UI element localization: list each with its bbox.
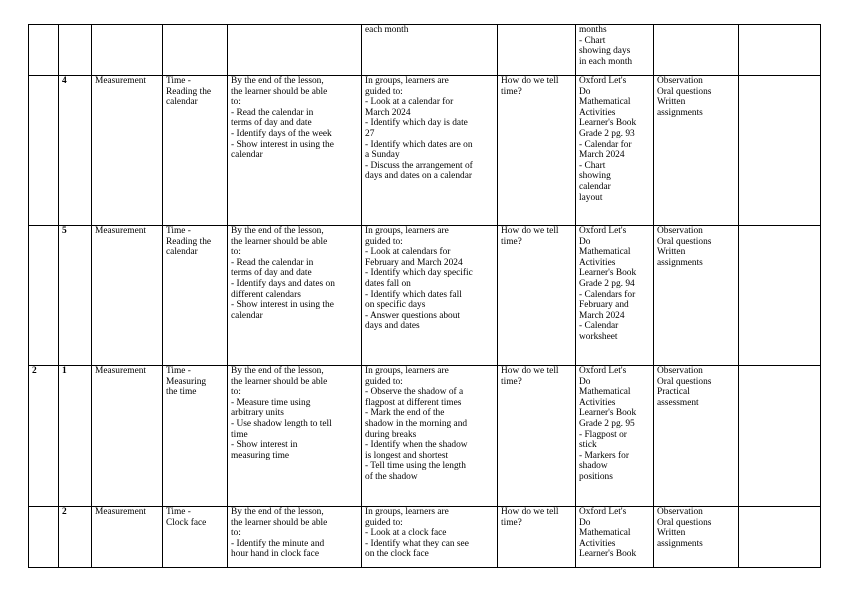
cell-text-line: - Mark the end of the (365, 408, 445, 419)
learning-outcomes-cell (228, 366, 362, 507)
learning-resources-cell (576, 226, 654, 366)
strand-cell (92, 226, 163, 366)
cell-text-line: Reading the (166, 86, 212, 97)
cell-text: 4 (62, 76, 67, 86)
cell-text-line: Time - (166, 226, 191, 236)
cell-text-line: Learner's Book (579, 549, 637, 560)
cell-text: Measurement (95, 507, 147, 517)
learning-outcomes-cell (228, 25, 362, 76)
strand-cell (92, 507, 163, 568)
learning-experiences-cell (362, 226, 498, 366)
cell-text-line: By the end of the lesson, (231, 507, 324, 517)
cell-text-line: How do we tell (501, 76, 559, 86)
cell-text-line: February and (579, 300, 629, 311)
cell-text: Measurement (95, 366, 147, 376)
cell-text-line: Oral questions (657, 236, 712, 247)
cell-text-line: - Tell time using the length (365, 461, 466, 472)
key-inquiry-cell (498, 76, 576, 226)
table-row (29, 366, 821, 507)
cell-text-line: to: (231, 247, 241, 258)
cell-text-line: - Identify what they can see (365, 538, 469, 549)
cell-text-line: Learner's Book (579, 118, 637, 129)
assessment-cell (654, 366, 739, 507)
cell-text-line: March 2024 (579, 150, 625, 161)
table-row (29, 76, 821, 226)
strand-cell (92, 366, 163, 507)
table-body (29, 25, 821, 568)
cell-text-line: Learner's Book (579, 268, 637, 279)
week-cell (29, 507, 59, 568)
cell-text-line: arbitrary units (231, 408, 284, 419)
cell-text-line: Grade 2 pg. 95 (579, 418, 635, 429)
cell-text-line: Observation (657, 366, 703, 376)
cell-text-line: Mathematical (579, 387, 631, 398)
cell-text-line: In groups, learners are (365, 366, 449, 376)
cell-text-line: calendar (166, 97, 198, 108)
key-inquiry-cell (498, 25, 576, 76)
cell-text-line: - Look at a clock face (365, 528, 447, 539)
key-inquiry-cell (498, 366, 576, 507)
cell-text-line: Learner's Book (579, 408, 637, 419)
cell-text-line: Observation (657, 226, 703, 236)
cell-text-line: Written (657, 528, 686, 539)
cell-text-line: - Identify when the shadow (365, 440, 468, 451)
cell-text-line: - Discuss the arrangement of (365, 160, 473, 171)
week-cell (29, 226, 59, 366)
cell-text-line: - Identify which dates are on (365, 139, 473, 150)
reflection-cell (739, 226, 821, 366)
cell-text-line: layout (579, 192, 603, 203)
cell-text-line: - Calendars for (579, 289, 636, 300)
learning-resources-cell (576, 366, 654, 507)
cell-text-line: Oxford Let's (579, 226, 627, 236)
cell-text-line: different calendars (231, 289, 301, 300)
cell-text-line: time? (501, 236, 522, 247)
learning-experiences-cell (362, 507, 498, 568)
cell-text-line: - Calendar (579, 321, 619, 332)
week-cell (29, 76, 59, 226)
cell-text: 5 (62, 226, 67, 236)
cell-text-line: stick (579, 440, 597, 451)
lesson-cell (59, 507, 92, 568)
cell-text-line: to: (231, 528, 241, 539)
week-cell (29, 366, 59, 507)
cell-text-line: Do (579, 517, 591, 528)
cell-text-line: - Identify days of the week (231, 128, 332, 139)
cell-text-line: - Answer questions about (365, 310, 461, 321)
cell-text-line: 27 (365, 128, 375, 139)
cell-text-line: dates fall on (365, 278, 411, 289)
cell-text-line: In groups, learners are (365, 226, 449, 236)
cell-text-line: Observation (657, 507, 703, 517)
cell-text-line: calendar (166, 247, 198, 258)
cell-text-line: positions (579, 471, 613, 482)
learning-resources-cell (576, 76, 654, 226)
table-row (29, 507, 821, 568)
cell-text-line: February and March 2024 (365, 257, 463, 268)
cell-text-line: during breaks (365, 429, 417, 440)
cell-text-line: time? (501, 86, 522, 97)
cell-text-line: the time (166, 387, 197, 398)
cell-text-line: Written (657, 97, 686, 108)
cell-text-line: Mathematical (579, 247, 631, 258)
cell-text-line: - Observe the shadow of a (365, 387, 464, 398)
cell-text-line: each month (365, 25, 409, 35)
cell-text-line: - Look at calendars for (365, 247, 451, 258)
cell-text-line: Mathematical (579, 97, 631, 108)
cell-text-line: How do we tell (501, 507, 559, 517)
sub-strand-cell (163, 507, 228, 568)
cell-text-line: March 2024 (365, 107, 411, 118)
key-inquiry-cell (498, 507, 576, 568)
cell-text-line: - Flagpost or (579, 429, 627, 440)
cell-text-line: Grade 2 pg. 93 (579, 128, 635, 139)
cell-text-line: March 2024 (579, 310, 625, 321)
cell-text-line: Clock face (166, 517, 207, 528)
cell-text-line: terms of day and date (231, 268, 312, 279)
sub-strand-cell (163, 366, 228, 507)
cell-text-line: the learner should be able (231, 376, 328, 387)
cell-text-line: Written (657, 247, 686, 258)
cell-text-line: - Read the calendar in (231, 107, 314, 118)
cell-text-line: on the clock face (365, 549, 429, 560)
cell-text-line: Mathematical (579, 528, 631, 539)
assessment-cell (654, 76, 739, 226)
cell-text-line: By the end of the lesson, (231, 366, 324, 376)
lesson-cell (59, 226, 92, 366)
learning-experiences-cell (362, 76, 498, 226)
cell-text-line: - Identify days and dates on (231, 278, 335, 289)
cell-text-line: to: (231, 387, 241, 398)
learning-outcomes-cell (228, 76, 362, 226)
cell-text-line: Oxford Let's (579, 366, 627, 376)
cell-text-line: Time - (166, 366, 191, 376)
cell-text-line: guided to: (365, 376, 403, 387)
cell-text-line: shadow (579, 461, 608, 472)
cell-text-line: assignments (657, 257, 703, 268)
cell-text-line: Activities (579, 257, 616, 268)
cell-text-line: - Use shadow length to tell (231, 418, 332, 429)
cell-text-line: - Show interest in using the (231, 300, 334, 311)
cell-text-line: - Chart (579, 160, 606, 171)
cell-text-line: showing days (579, 46, 631, 57)
cell-text-line: Grade 2 pg. 94 (579, 278, 635, 289)
learning-outcomes-cell (228, 226, 362, 366)
sub-strand-cell (163, 76, 228, 226)
cell-text-line: Do (579, 376, 591, 387)
lesson-cell (59, 366, 92, 507)
learning-resources-cell (576, 507, 654, 568)
cell-text-line: assignments (657, 538, 703, 549)
cell-text-line: a Sunday (365, 150, 400, 161)
cell-text-line: Oral questions (657, 517, 712, 528)
cell-text-line: Oral questions (657, 86, 712, 97)
cell-text-line: - Chart (579, 35, 606, 46)
cell-text-line: Observation (657, 76, 703, 86)
cell-text-line: - Calendar for (579, 139, 632, 150)
cell-text-line: the learner should be able (231, 86, 328, 97)
cell-text-line: In groups, learners are (365, 507, 449, 517)
cell-text-line: Time - (166, 76, 191, 86)
reflection-cell (739, 507, 821, 568)
cell-text-line: of the shadow (365, 471, 418, 482)
learning-outcomes-cell (228, 507, 362, 568)
cell-text-line: guided to: (365, 517, 403, 528)
cell-text-line: Do (579, 86, 591, 97)
cell-text-line: By the end of the lesson, (231, 76, 324, 86)
cell-text-line: worksheet (579, 331, 618, 342)
lesson-cell (59, 25, 92, 76)
cell-text: 2 (32, 366, 37, 376)
reflection-cell (739, 366, 821, 507)
learning-experiences-cell (362, 25, 498, 76)
cell-text-line: Do (579, 236, 591, 247)
reflection-cell (739, 76, 821, 226)
cell-text-line: showing (579, 171, 611, 182)
cell-text-line: - Identify which day is date (365, 118, 468, 129)
cell-text-line: How do we tell (501, 226, 559, 236)
learning-experiences-cell (362, 366, 498, 507)
assessment-cell (654, 507, 739, 568)
sub-strand-cell (163, 226, 228, 366)
cell-text-line: the learner should be able (231, 236, 328, 247)
cell-text-line: days and dates (365, 321, 420, 332)
cell-text-line: - Show interest in using the (231, 139, 334, 150)
cell-text-line: guided to: (365, 236, 403, 247)
cell-text-line: calendar (231, 150, 263, 161)
strand-cell (92, 25, 163, 76)
cell-text-line: In groups, learners are (365, 76, 449, 86)
week-cell (29, 25, 59, 76)
cell-text-line: assessment (657, 397, 699, 408)
cell-text-line: - Identify the minute and (231, 538, 325, 549)
cell-text-line: Oral questions (657, 376, 712, 387)
cell-text-line: Measuring (166, 376, 207, 387)
reflection-cell (739, 25, 821, 76)
cell-text-line: calendar (231, 310, 263, 321)
table-row (29, 226, 821, 366)
strand-cell (92, 76, 163, 226)
lesson-cell (59, 76, 92, 226)
cell-text-line: months (579, 25, 607, 35)
cell-text: 1 (62, 366, 67, 376)
cell-text-line: days and dates on a calendar (365, 171, 472, 182)
cell-text-line: calendar (579, 181, 611, 192)
cell-text-line: - Markers for (579, 450, 629, 461)
cell-text-line: - Identify which dates fall (365, 289, 462, 300)
cell-text-line: - Identify which day specific (365, 268, 473, 279)
cell-text-line: guided to: (365, 86, 403, 97)
cell-text-line: shadow in the morning and (365, 418, 468, 429)
table-row (29, 25, 821, 76)
cell-text-line: By the end of the lesson, (231, 226, 324, 236)
key-inquiry-cell (498, 226, 576, 366)
cell-text: Measurement (95, 226, 147, 236)
cell-text-line: Activities (579, 397, 616, 408)
cell-text-line: on specific days (365, 300, 426, 311)
cell-text-line: measuring time (231, 450, 290, 461)
sub-strand-cell (163, 25, 228, 76)
cell-text-line: in each month (579, 56, 633, 67)
learning-resources-cell (576, 25, 654, 76)
cell-text-line: Practical (657, 387, 690, 398)
cell-text-line: hour hand in clock face (231, 549, 319, 560)
assessment-cell (654, 25, 739, 76)
scheme-of-work-table (28, 24, 821, 568)
cell-text-line: - Measure time using (231, 397, 311, 408)
cell-text: 2 (62, 507, 67, 517)
cell-text-line: Oxford Let's (579, 76, 627, 86)
cell-text-line: to: (231, 97, 241, 108)
cell-text-line: time? (501, 517, 522, 528)
cell-text-line: - Look at a calendar for (365, 97, 454, 108)
cell-text-line: time? (501, 376, 522, 387)
cell-text: Measurement (95, 76, 147, 86)
cell-text-line: - Read the calendar in (231, 257, 314, 268)
cell-text-line: Activities (579, 107, 616, 118)
cell-text-line: - Show interest in (231, 440, 298, 451)
cell-text-line: is longest and shortest (365, 450, 449, 461)
cell-text-line: time (231, 429, 248, 440)
cell-text-line: Activities (579, 538, 616, 549)
cell-text-line: Oxford Let's (579, 507, 627, 517)
assessment-cell (654, 226, 739, 366)
cell-text-line: Time - (166, 507, 191, 517)
cell-text-line: Reading the (166, 236, 212, 247)
cell-text-line: terms of day and date (231, 118, 312, 129)
cell-text-line: the learner should be able (231, 517, 328, 528)
cell-text-line: assignments (657, 107, 703, 118)
cell-text-line: flagpost at different times (365, 397, 462, 408)
cell-text-line: How do we tell (501, 366, 559, 376)
